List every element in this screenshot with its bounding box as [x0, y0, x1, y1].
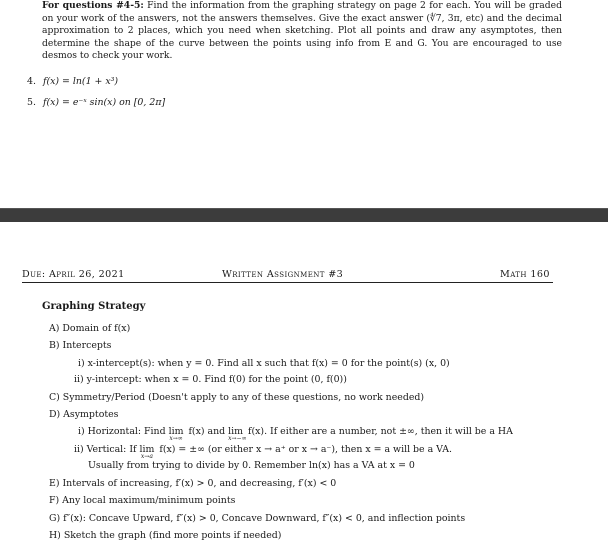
- strategy-item-f: F) Any local maximum/minimum points: [49, 495, 236, 506]
- problem-5-number: 5.: [27, 97, 36, 108]
- strategy-item-b-ii: ii) y-intercept: when x = 0. Find f(0) for the point (0, f(0)): [74, 374, 347, 385]
- limit-2-sub: x→−∞: [228, 435, 247, 442]
- limit-2-word: lim: [228, 426, 244, 437]
- limit-1-sub: x→∞: [169, 435, 183, 442]
- page-2: [0, 222, 608, 547]
- strategy-item-d-ii-note: Usually from trying to divide by 0. Remember ln(x) has a VA at x = 0: [88, 460, 415, 471]
- strategy-item-d-i: [78, 426, 513, 442]
- strategy-item-b-i: i) x-intercept(s): when y = 0. Find all x such that f(x) = 0 for the point(s) (x, 0): [78, 358, 450, 369]
- limit-3-sub: x→a: [140, 453, 153, 460]
- strategy-item-e: E) Intervals of increasing, f′(x) > 0, and decreasing, f′(x) < 0: [49, 478, 337, 489]
- header-rule: [22, 282, 553, 283]
- limit-3-word: lim: [139, 444, 155, 455]
- instructions-paragraph: [42, 0, 562, 63]
- problem-5-text: f(x) = e⁻ˣ sin(x) on [0, 2π]: [42, 97, 166, 108]
- d-i-text-c: f(x). If either are a number, not ±∞, then it will be a HA: [248, 426, 513, 437]
- d-ii-text-b: f(x) = ±∞ (or either x → a⁺ or x → a⁻), then x = a will be a VA.: [159, 444, 453, 455]
- problem-4-text: f(x) = ln(1 + x³): [42, 76, 119, 87]
- header-course: Math 160: [500, 269, 550, 280]
- strategy-item-h: H) Sketch the graph (find more points if needed): [49, 530, 282, 541]
- problem-4-number: 4.: [27, 76, 36, 87]
- strategy-item-d-ii: [74, 444, 453, 460]
- strategy-item-c: C) Symmetry/Period (Doesn't apply to any of these questions, no work needed): [49, 392, 425, 403]
- strategy-item-g: G) f″(x): Concave Upward, f″(x) > 0, Concave Downward, f″(x) < 0, and inflection points: [49, 513, 466, 524]
- d-i-text-a: i) Horizontal: Find: [78, 426, 166, 437]
- limit-2: [228, 426, 247, 442]
- limit-1-word: lim: [168, 426, 184, 437]
- strategy-item-b: B) Intercepts: [49, 340, 112, 351]
- problem-4: [27, 76, 118, 87]
- page-1-bottom: [0, 0, 608, 208]
- problem-5: [27, 97, 165, 108]
- strategy-title: Graphing Strategy: [42, 301, 146, 312]
- d-i-text-b: f(x) and: [188, 426, 226, 437]
- strategy-item-d: D) Asymptotes: [49, 409, 119, 420]
- limit-1: [168, 426, 184, 442]
- d-ii-text-a: ii) Vertical: If: [74, 444, 137, 455]
- instructions-lead: For questions #4-5:: [42, 0, 144, 11]
- strategy-item-a: A) Domain of f(x): [49, 323, 131, 334]
- header-due: Due: April 26, 2021: [22, 269, 125, 280]
- instructions-text: Find the information from the graphing strategy on page 2 for each. You will be graded on your work of the answers, not the answers themselves. Give the exact answer (∜7, 3π, etc) and the decimal approximation to 2 places, which you need when sketching. Plot all points and draw any asymptotes, then determine the shape of the curve between the points using info from E and G. You are encouraged to use desmos to check your work.: [42, 0, 562, 62]
- header-title: Written Assignment #3: [222, 269, 344, 280]
- limit-3: [139, 444, 155, 460]
